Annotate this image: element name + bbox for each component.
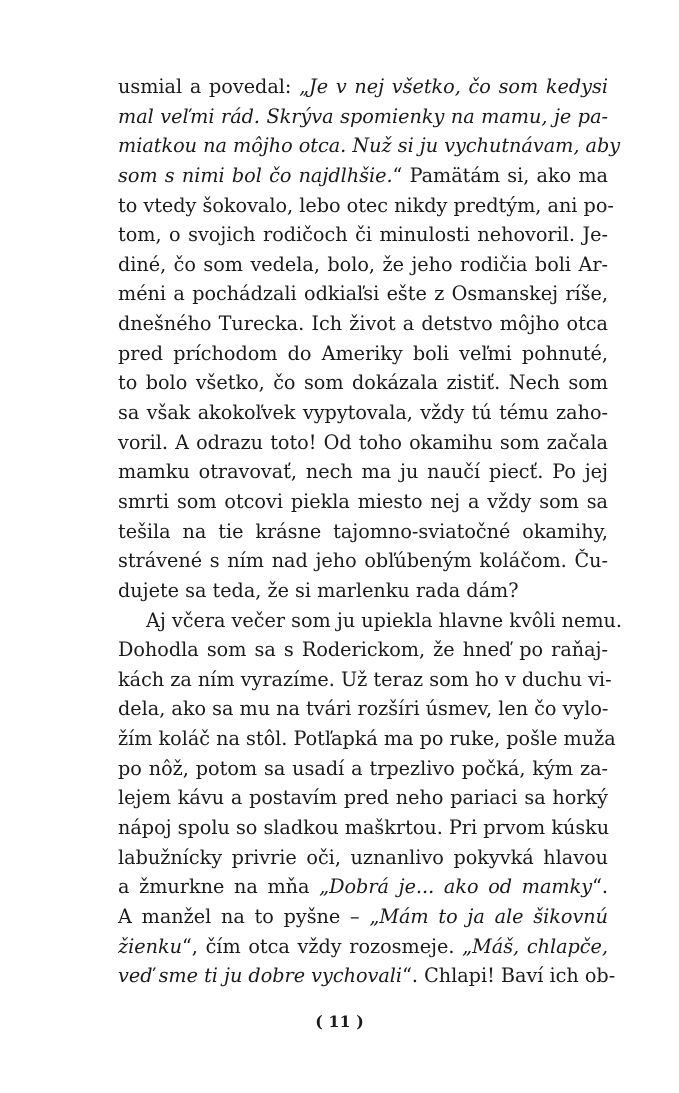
italic-quote: „Máš, chlapče, <box>462 934 609 958</box>
italic-quote: miatkou na môjho otca. Nuž si ju vychutnávam, aby <box>118 134 621 158</box>
text-line: diné, čo som vedela, bolo, že jeho rodičia boli Ar- <box>118 252 608 276</box>
text-line <box>118 902 608 932</box>
text-line: po nôž, potom sa usadí a trpezlivo počká, kým za- <box>118 756 608 780</box>
text-line: labužnícky privrie oči, uznanlivo pokyvká hlavou <box>118 845 608 869</box>
text-line: méni a pochádzali odkiaľsi ešte z Osmanskej ríše, <box>118 282 608 306</box>
text-span: a žmurkne na mňa <box>118 875 320 899</box>
body-text <box>118 72 622 991</box>
text-line: sa však akokoľvek vypytovala, vždy tú tému zaho- <box>118 401 608 425</box>
page-number: ( 11 ) <box>315 1012 364 1031</box>
text-line: pred príchodom do Ameriky boli veľmi pohnuté, <box>118 341 608 365</box>
text-line: kách za ním vyrazíme. Už teraz som ho v duchu vi- <box>118 667 612 691</box>
text-span: “. Chlapi! Baví ich ob- <box>402 964 616 988</box>
italic-quote: „Mám to ja ale šikovnú <box>369 904 608 928</box>
text-span: usmial a povedal: <box>118 75 300 98</box>
text-line <box>118 872 608 902</box>
text-line: strávené s ním nad jeho obľúbeným koláčom. Ču- <box>118 549 608 573</box>
text-span: A manžel na to pyšne – <box>118 904 370 928</box>
text-line: žím koláč na stôl. Potľapká ma po ruke, pošle muža <box>118 727 616 751</box>
text-line: mamku otravovať, nech ma ju naučí piecť. Po jej <box>118 460 608 484</box>
text-line: tešila na tie krásne tajomno-sviatočné okamihy, <box>118 519 608 543</box>
italic-quote: „Je v nej všetko, čo som kedysi <box>299 75 609 98</box>
text-line <box>118 961 616 991</box>
text-line <box>118 161 608 191</box>
italic-quote: som s nimi bol čo najdlhšie. <box>118 163 393 187</box>
text-span: “, čím otca vždy rozosmeje. <box>181 934 463 958</box>
text-line: tom, o svojich rodičoch či minulosti nehovoril. Je- <box>118 223 608 247</box>
text-line: nápoj spolu so sladkou maškrtou. Pri prvom kúsku <box>118 816 610 840</box>
text-span: “ Pamätám si, ako ma <box>392 163 608 187</box>
text-line: dela, ako sa mu na tvári rozšíri úsmev, len čo vylo- <box>118 697 609 721</box>
text-line: lejem kávu a postavím pred neho pariaci sa horký <box>118 786 608 810</box>
italic-quote: mal veľmi rád. Skrýva spomienky na mamu, je pa- <box>118 104 608 128</box>
text-line: dujete sa teda, že si marlenku rada dám? <box>118 578 519 602</box>
text-line <box>118 72 608 102</box>
text-line: Aj včera večer som ju upiekla hlavne kvôli nemu. <box>146 608 622 632</box>
text-line: voril. A odrazu toto! Od toho okamihu som začala <box>118 430 608 454</box>
text-span: “. <box>592 875 608 899</box>
text-line <box>118 932 608 962</box>
text-line: dnešného Turecka. Ich život a detstvo môjho otca <box>118 312 608 336</box>
text-line: Dohodla som sa s Roderickom, že hneď po raňaj- <box>118 638 608 662</box>
text-line: to bolo všetko, čo som dokázala zistiť. Nech som <box>118 371 608 395</box>
italic-quote: žienku <box>118 934 182 958</box>
text-line <box>118 102 608 132</box>
italic-quote: „Dobrá je... ako od mamky <box>319 875 593 899</box>
text-line: smrti som otcovi piekla miesto nej a vždy som sa <box>118 489 608 513</box>
text-line <box>118 131 621 161</box>
text-line: to vtedy šokovalo, lebo otec nikdy predtým, ani po- <box>118 193 614 217</box>
italic-quote: veď sme ti ju dobre vychovali <box>118 964 403 988</box>
